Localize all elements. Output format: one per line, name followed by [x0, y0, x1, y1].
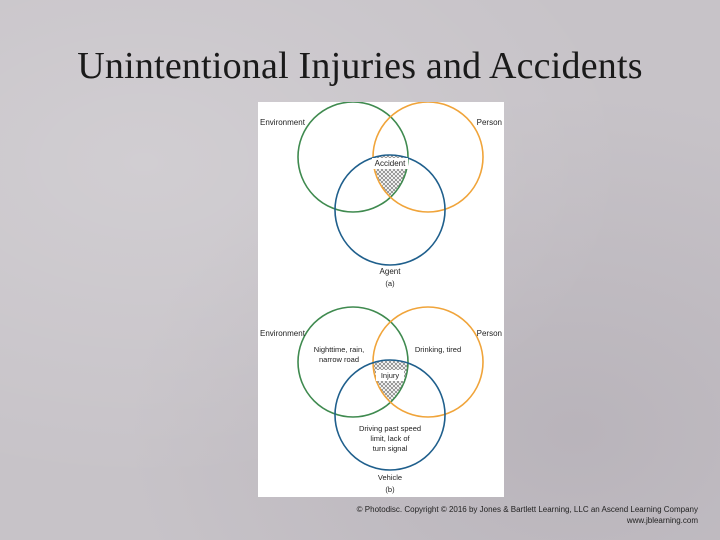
agent-label: Agent: [379, 267, 401, 276]
vehicle-factors-line2: limit, lack of: [370, 434, 410, 443]
vehicle-label: Vehicle: [377, 473, 403, 482]
photo-credit: [357, 504, 698, 526]
environment-label-a: Environment: [260, 118, 305, 127]
venn-diagram-a: [260, 102, 502, 288]
vehicle-factors-line3: turn signal: [372, 444, 408, 453]
venn-figure-panel: [258, 102, 504, 497]
person-label-b: Person: [476, 329, 502, 338]
caption-a: (a): [385, 279, 395, 288]
environment-factors-line1: Nighttime, rain,: [313, 345, 365, 354]
venn-diagram-b: [260, 307, 502, 494]
injury-label: Injury: [380, 371, 400, 380]
person-factors: Drinking, tired: [414, 345, 462, 354]
slide-title: Unintentional Injuries and Accidents: [77, 45, 643, 87]
credit-line-2: www.jblearning.com: [626, 516, 698, 525]
accident-label: Accident: [374, 159, 406, 168]
environment-factors-line2: narrow road: [318, 355, 360, 364]
environment-label-b: Environment: [260, 329, 305, 338]
caption-b: (b): [385, 485, 395, 494]
credit-line-1: © Photodisc. Copyright © 2016 by Jones & Bartlett Learning, LLC an Ascend Learning Company: [356, 505, 698, 514]
venn-figure: [258, 102, 504, 497]
person-label-a: Person: [476, 118, 502, 127]
vehicle-factors-line1: Driving past speed: [358, 424, 422, 433]
